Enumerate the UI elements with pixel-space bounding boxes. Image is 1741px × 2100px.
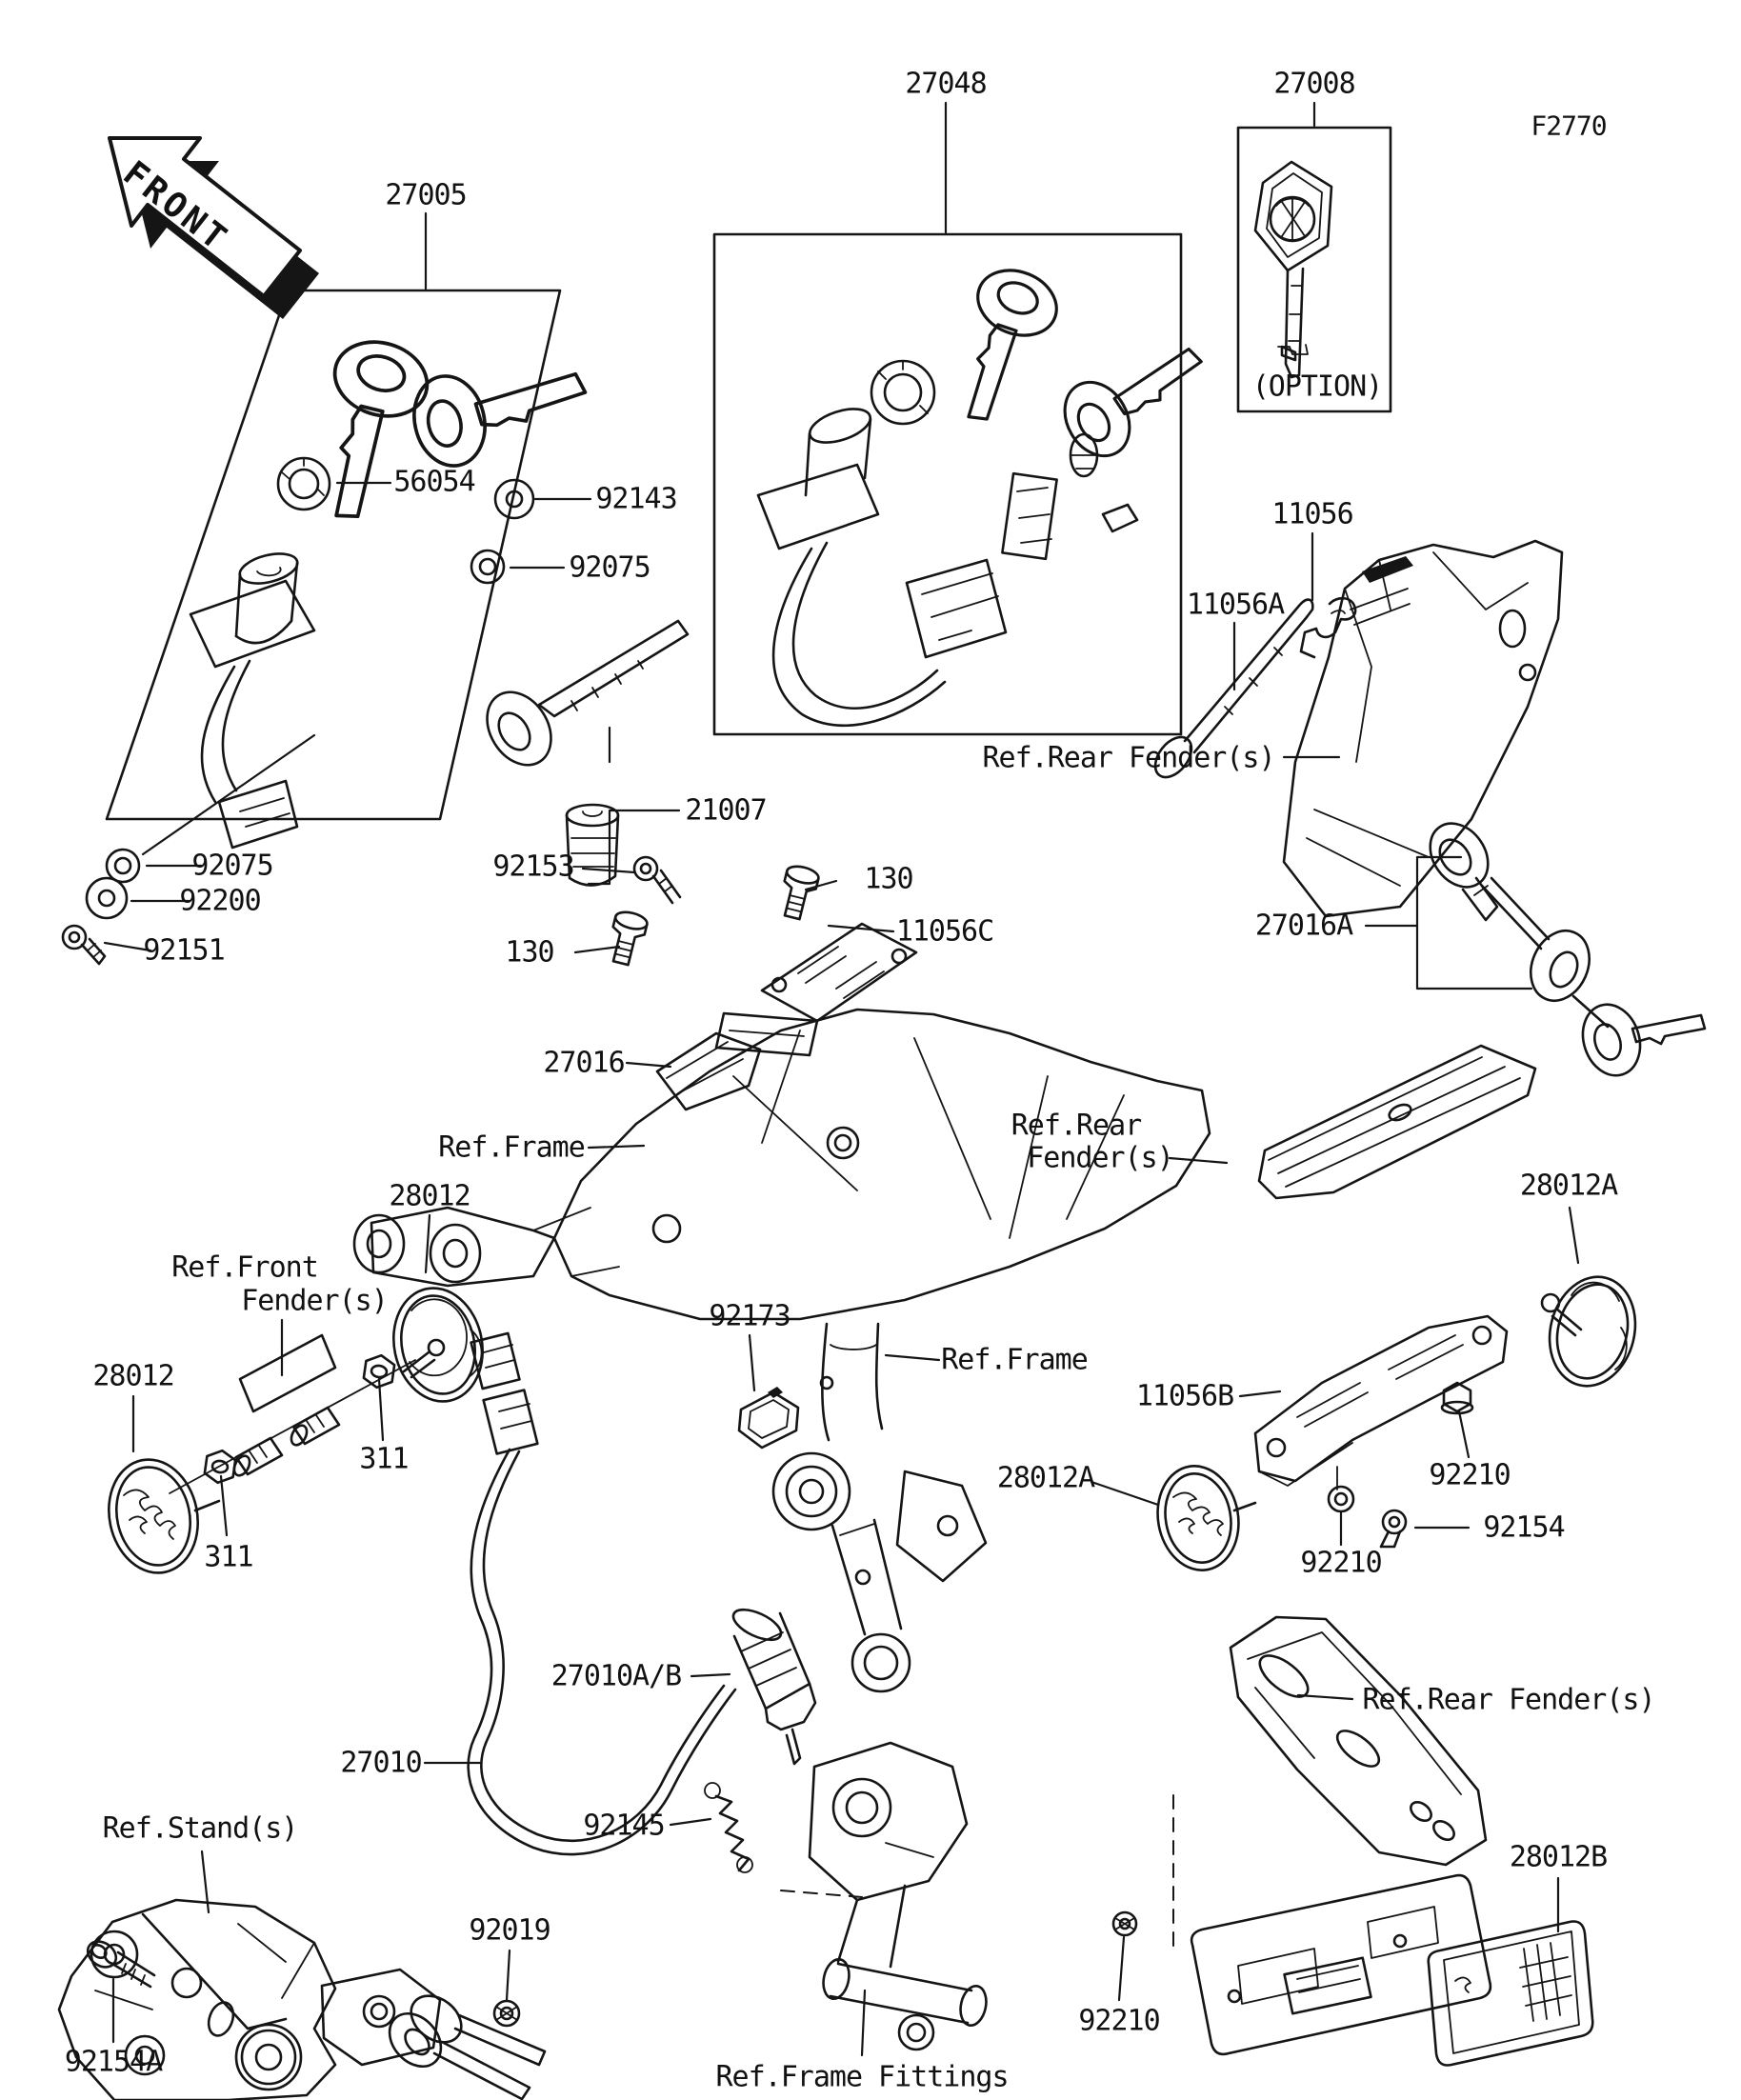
callout-130-a: 130 (864, 862, 913, 896)
callout-92151: 92151 (143, 933, 225, 968)
callout-28012-a: 28012 (389, 1179, 470, 1213)
callout-28012a-a: 28012A (1519, 1169, 1618, 1203)
callout-56054: 56054 (393, 465, 475, 499)
callout-11056c: 11056C (895, 914, 994, 949)
front-arrow-label: FRONT (115, 153, 236, 260)
callout-27016: 27016 (543, 1046, 625, 1080)
callout-27048: 27048 (905, 67, 987, 101)
callout-ref-rear-fender-3: Ref.Rear Fender(s) (1362, 1683, 1655, 1717)
callout-311-b: 311 (204, 1540, 253, 1574)
callout-92173: 92173 (709, 1299, 790, 1333)
callout-92154: 92154 (1483, 1510, 1565, 1545)
callout-ref-frame-1: Ref.Frame (438, 1130, 585, 1165)
callout-27010: 27010 (340, 1746, 422, 1780)
callout-ref-rear-fender-2-line1: Ref.Rear (1011, 1109, 1142, 1143)
callout-ref-rear-fender-1: Ref.Rear Fender(s) (982, 741, 1275, 775)
callout-311-a: 311 (359, 1442, 409, 1476)
callout-92210-a: 92210 (1429, 1458, 1511, 1492)
callout-92019: 92019 (469, 1913, 550, 1948)
callout-27016a: 27016A (1254, 909, 1353, 943)
callout-option: (OPTION) (1251, 370, 1383, 404)
callout-28012a-b: 28012A (996, 1461, 1095, 1495)
callout-28012-b: 28012 (92, 1359, 174, 1393)
callout-92200: 92200 (179, 884, 261, 918)
callout-27005: 27005 (385, 178, 467, 212)
callout-27008: 27008 (1273, 67, 1355, 101)
callout-ref-front-fender-line2: Fender(s) (241, 1284, 388, 1318)
callout-92210-c: 92210 (1078, 2004, 1160, 2038)
callout-92143: 92143 (595, 482, 677, 516)
callout-11056b: 11056B (1135, 1379, 1234, 1413)
callout-92145: 92145 (583, 1809, 665, 1843)
callout-92153: 92153 (492, 850, 574, 884)
callout-ref-rear-fender-2-line2: Fender(s) (1027, 1141, 1173, 1175)
callout-ref-front-fender-line1: Ref.Front (171, 1250, 318, 1285)
callout-11056a: 11056A (1186, 588, 1285, 622)
callout-92075-b: 92075 (191, 849, 273, 883)
callout-92075-a: 92075 (569, 550, 650, 585)
callout-ref-frame-2: Ref.Frame (941, 1343, 1088, 1377)
callout-ref-stand: Ref.Stand(s) (102, 1811, 298, 1846)
callout-92154a: 92154A (64, 2045, 163, 2079)
callout-f2770: F2770 (1531, 110, 1607, 142)
callout-28012b: 28012B (1509, 1840, 1608, 1874)
callout-11056: 11056 (1271, 497, 1353, 531)
callout-21007: 21007 (685, 793, 767, 828)
callout-27010ab: 27010A/B (550, 1659, 682, 1693)
callout-92210-b: 92210 (1300, 1546, 1382, 1580)
callout-130-b: 130 (505, 935, 554, 970)
callout-ref-frame-fittings: Ref.Frame Fittings (715, 2060, 1009, 2094)
